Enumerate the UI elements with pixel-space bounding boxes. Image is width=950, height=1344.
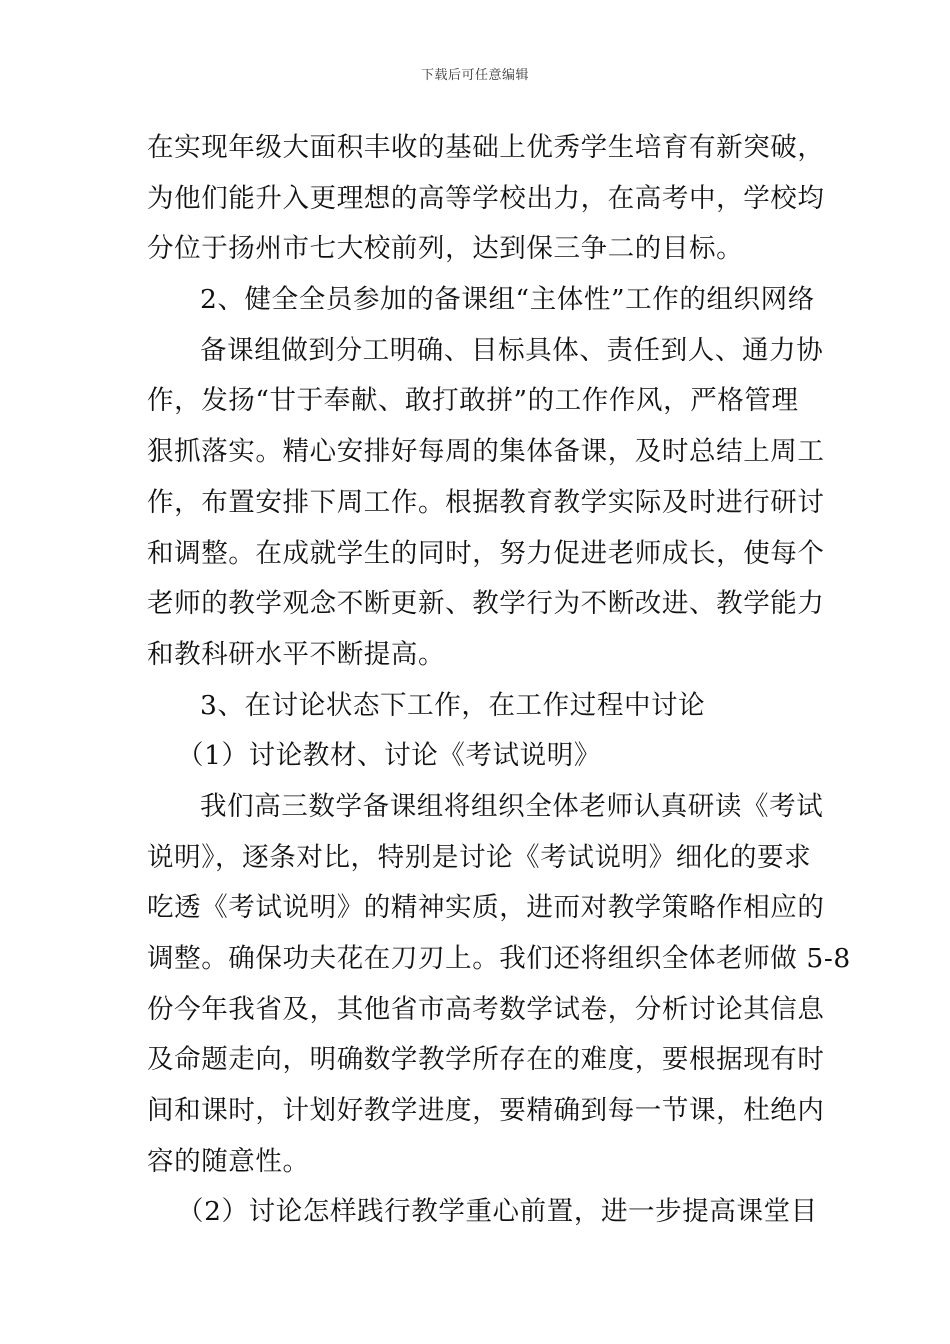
paragraph-line: 份今年我省及，其他省市高考数学试卷，分析讨论其信息 xyxy=(147,993,825,1025)
page-header: 下载后可任意编辑 xyxy=(420,68,529,83)
paragraph-line: 容的随意性。 xyxy=(147,1145,310,1177)
paragraph-line: 作，布置安排下周工作。根据教育教学实际及时进行研讨 xyxy=(147,486,825,518)
paragraph-line: 间和课时，计划好教学进度，要精确到每一节课，杜绝内 xyxy=(147,1095,825,1127)
section-heading: 2、健全全员参加的备课组“主体性”工作的组织网络 xyxy=(200,284,815,316)
paragraph-line: 调整。确保功夫花在刀刃上。我们还将组织全体老师做 5-8 xyxy=(147,943,851,974)
paragraph-line: 作，发扬“甘于奉献、敢打敢拼”的工作作风，严格管理 xyxy=(147,385,799,417)
document-body xyxy=(147,127,851,1242)
paragraph-line: 吃透《考试说明》的精神实质，进而对教学策略作相应的 xyxy=(147,892,825,924)
section-heading: 3、在讨论状态下工作，在工作过程中讨论 xyxy=(200,689,706,721)
subsection-heading: （1）讨论教材、讨论《考试说明》 xyxy=(177,740,601,772)
paragraph-line: 老师的教学观念不断更新、教学行为不断改进、教学能力 xyxy=(147,588,825,620)
paragraph-line: 和教科研水平不断提高。 xyxy=(147,638,446,670)
subsection-heading: （2）讨论怎样践行教学重心前置，进一步提高课堂目 xyxy=(177,1196,818,1228)
paragraph-line: 狠抓落实。精心安排好每周的集体备课，及时总结上周工 xyxy=(147,436,825,468)
paragraph-line: 分位于扬州市七大校前列，达到保三争二的目标。 xyxy=(147,233,744,265)
paragraph-line: 和调整。在成就学生的同时，努力促进老师成长，使每个 xyxy=(147,537,825,569)
paragraph-line: 及命题走向，明确数学教学所存在的难度，要根据现有时 xyxy=(147,1044,825,1076)
paragraph-line: 备课组做到分工明确、目标具体、责任到人、通力协 xyxy=(200,334,824,366)
paragraph-line: 说明》，逐条对比，特别是讨论《考试说明》细化的要求 xyxy=(147,841,812,873)
paragraph-line: 我们高三数学备课组将组织全体老师认真研读《考试 xyxy=(200,790,824,822)
paragraph-line: 为他们能升入更理想的高等学校出力，在高考中，学校均 xyxy=(147,182,825,214)
paragraph-line: 在实现年级大面积丰收的基础上优秀学生培育有新突破， xyxy=(147,132,825,163)
